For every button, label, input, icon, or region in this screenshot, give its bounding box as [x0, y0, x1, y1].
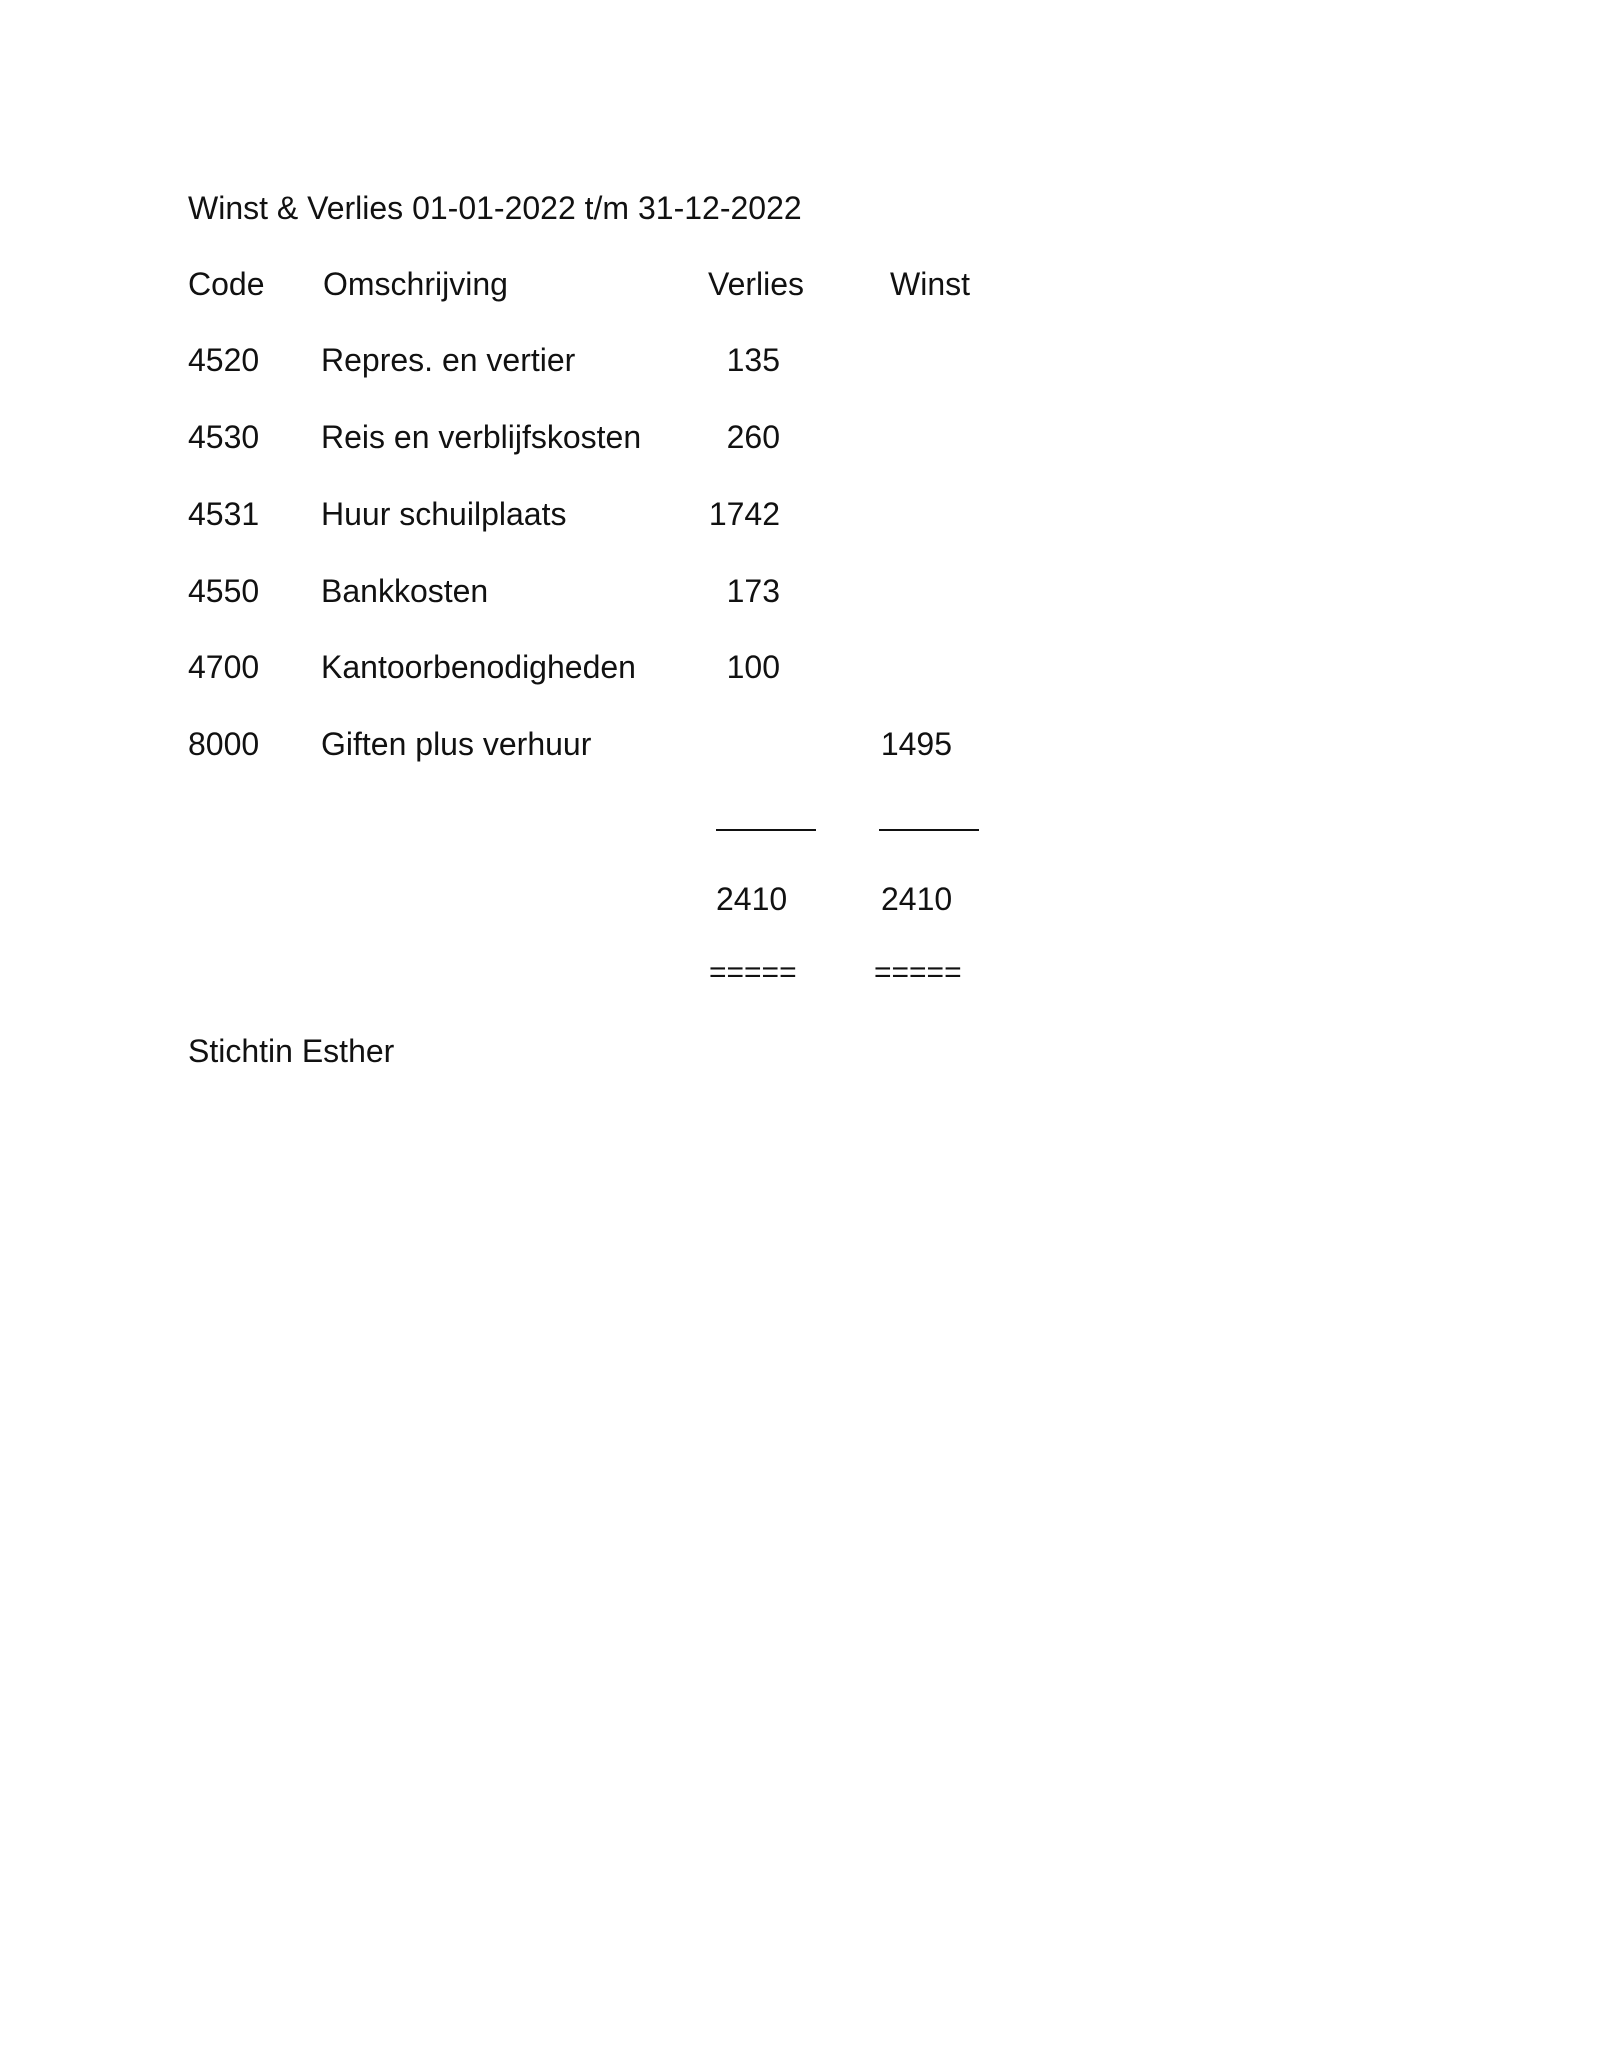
document-title: Winst & Verlies 01-01-2022 t/m 31-12-2022 — [188, 190, 802, 226]
row-description: Bankkosten — [321, 573, 489, 609]
row-loss: 260 — [726, 419, 780, 455]
row-description: Repres. en vertier — [321, 342, 576, 378]
header-description: Omschrijving — [323, 266, 508, 302]
header-profit: Winst — [890, 266, 970, 302]
row-loss: 1742 — [708, 496, 780, 532]
table-row — [0, 575, 1600, 615]
loss-subtotal-rule — [716, 829, 816, 831]
profit-subtotal-rule — [879, 829, 979, 831]
row-code: 8000 — [188, 726, 260, 762]
row-code: 4550 — [188, 573, 260, 609]
row-code: 4700 — [188, 649, 260, 685]
row-description: Huur schuilplaats — [321, 496, 567, 532]
header-loss: Verlies — [708, 266, 805, 302]
row-description: Reis en verblijfskosten — [321, 419, 642, 455]
organization-name: Stichtin Esther — [188, 1033, 395, 1069]
table-row — [0, 498, 1600, 538]
row-description: Giften plus verhuur — [321, 726, 592, 762]
loss-double-underline: ===== — [709, 956, 797, 989]
row-code: 4520 — [188, 342, 260, 378]
row-profit: 1495 — [880, 726, 952, 762]
table-row — [0, 344, 1600, 384]
row-loss: 173 — [726, 573, 780, 609]
header-code: Code — [188, 266, 265, 302]
row-code: 4530 — [188, 419, 260, 455]
table-row — [0, 728, 1600, 768]
table-row — [0, 651, 1600, 691]
total-loss: 2410 — [716, 881, 788, 917]
profit-double-underline: ===== — [874, 956, 962, 989]
row-code: 4531 — [188, 496, 260, 532]
row-loss: 100 — [726, 649, 780, 685]
row-description: Kantoorbenodigheden — [321, 649, 636, 685]
row-loss: 135 — [726, 342, 780, 378]
total-profit: 2410 — [881, 881, 953, 917]
table-row — [0, 421, 1600, 461]
